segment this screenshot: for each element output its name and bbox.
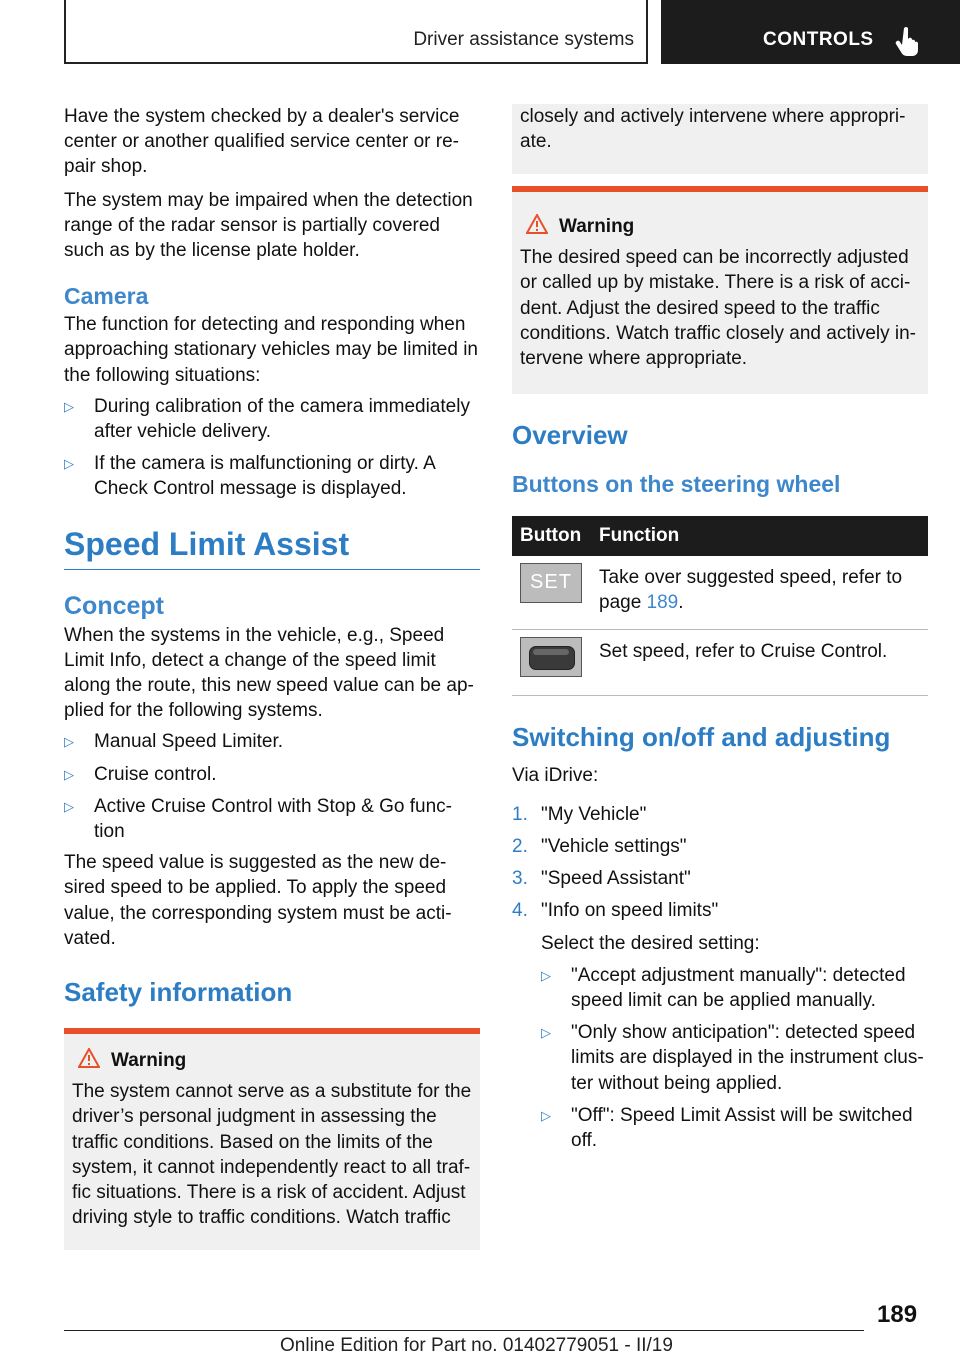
header-chapter-title: CONTROLS <box>763 29 874 50</box>
set-button-icon: SET <box>520 563 582 603</box>
pointing-hand-icon <box>895 26 921 56</box>
select-setting: Select the desired setting: <box>541 932 760 954</box>
camera-situations-list <box>64 394 480 502</box>
table-row <box>512 630 928 695</box>
paragraph-suggested: The speed value is suggested as the new de- sired speed to be applied. To apply the speed value, the corresponding system must be acti- vated. <box>64 852 452 949</box>
button-cell <box>512 630 591 695</box>
triangle-bullet-icon: ▷ <box>64 398 74 414</box>
function-cell: Take over suggested speed, refer to page 189. <box>591 556 928 630</box>
column-header-function: Function <box>591 516 928 556</box>
paragraph-dealer-check: Have the system checked by a dealer's service center or another qualified service center or re- pair shop. <box>64 106 460 178</box>
column-header-button: Button <box>512 516 591 556</box>
paragraph-impaired: The system may be impaired when the detection range of the radar sensor is partially covered such as by the license plate holder. <box>64 189 473 262</box>
triangle-bullet-icon: ▷ <box>541 1025 551 1041</box>
right-column <box>512 104 928 1153</box>
list-item: 3. "Speed Assistant" <box>512 868 691 890</box>
list-item: ▷ During calibration of the camera immediately after vehicle delivery. <box>64 395 470 443</box>
warning-text: The desired speed can be incorrectly adjusted or called up by mistake. There is a risk of acci- dent. Adjust the desired speed to the traffic conditions. Watch traffic closely and actively in- tervene where appropriate. <box>520 247 917 370</box>
triangle-bullet-icon: ▷ <box>64 734 74 750</box>
via-idrive: Via iDrive: <box>512 764 599 786</box>
warning-triangle-icon <box>78 1048 100 1068</box>
paragraph-concept: When the systems in the vehicle, e.g., Speed Limit Info, detect a change of the speed limit along the route, this new speed value can be ap- plied for the following systems. <box>64 624 474 722</box>
warning-continuation-text: closely and actively intervene where appropri- ate. <box>520 106 906 153</box>
list-item: 4. "Info on speed limits" <box>512 900 719 922</box>
table-row <box>512 556 928 630</box>
list-item: ▷ If the camera is malfunctioning or dirty. A Check Control message is displayed. <box>64 453 436 500</box>
function-cell: Set speed, refer to Cruise Control. <box>591 630 928 695</box>
warning-box <box>64 1028 480 1250</box>
speed-limit-assist-heading: Speed Limit Assist <box>64 525 350 562</box>
paragraph-camera: The function for detecting and responding when approaching stationary vehicles may be limited in the following situations: <box>64 314 478 386</box>
warning-title: Warning <box>72 1048 472 1073</box>
list-item: ▷ "Accept adjustment manually": detected speed limit can be applied manually. <box>541 964 906 1012</box>
warning-text: The system cannot serve as a substitute for the driver’s personal judgment in assessing the traffic conditions. Based on the limits of the system, it cannot independently react to all traf- fic situations. There is a risk of accident. Adjust driving style to traffic conditions. Watch traffic <box>72 1081 472 1229</box>
switching-heading: Switching on/off and adjusting <box>512 721 891 752</box>
buttons-table <box>512 516 928 696</box>
speed-limit-assist-heading-block <box>64 526 480 570</box>
page-link[interactable]: 189 <box>646 592 679 614</box>
warning-continuation-box <box>512 104 928 174</box>
triangle-bullet-icon: ▷ <box>64 798 74 814</box>
triangle-bullet-icon: ▷ <box>541 1107 551 1123</box>
warning-title: Warning <box>520 214 920 239</box>
camera-heading: Camera <box>64 283 149 310</box>
button-cell <box>512 556 591 630</box>
rocker-button-icon <box>520 637 582 677</box>
list-item: ▷ Manual Speed Limiter. <box>64 729 480 754</box>
footer-edition: Online Edition for Part no. 01402779051 - II/19 <box>280 1335 673 1356</box>
left-column <box>64 104 480 1250</box>
warning-box <box>512 186 928 394</box>
safety-information-heading: Safety information <box>64 977 293 1008</box>
triangle-bullet-icon: ▷ <box>64 766 74 782</box>
header-section-title: Driver assistance systems <box>413 29 634 50</box>
idrive-steps-list <box>512 802 928 924</box>
overview-heading: Overview <box>512 420 628 450</box>
list-item: 2. "Vehicle settings" <box>512 836 687 858</box>
warning-triangle-icon <box>526 214 548 234</box>
page-number: 189 <box>877 1301 918 1328</box>
list-item: ▷ "Only show anticipation": detected speed limits are displayed in the instrument clus- ter without being applied. <box>541 1022 924 1094</box>
systems-list <box>64 729 480 844</box>
buttons-steering-wheel-heading: Buttons on the steering wheel <box>512 471 841 497</box>
header-chapter-tab <box>661 0 960 64</box>
triangle-bullet-icon: ▷ <box>64 456 74 472</box>
concept-heading: Concept <box>64 591 164 620</box>
list-item: ▷ "Off": Speed Limit Assist will be switched off. <box>541 1104 913 1152</box>
list-item: ▷ Active Cruise Control with Stop & Go func- tion <box>64 795 452 843</box>
list-item: ▷ Cruise control. <box>64 762 480 787</box>
list-item: 1. "My Vehicle" <box>512 803 647 825</box>
triangle-bullet-icon: ▷ <box>541 967 551 983</box>
header-section-tab <box>64 0 648 64</box>
footer-divider <box>64 1330 864 1331</box>
setting-options-list <box>512 963 928 1153</box>
